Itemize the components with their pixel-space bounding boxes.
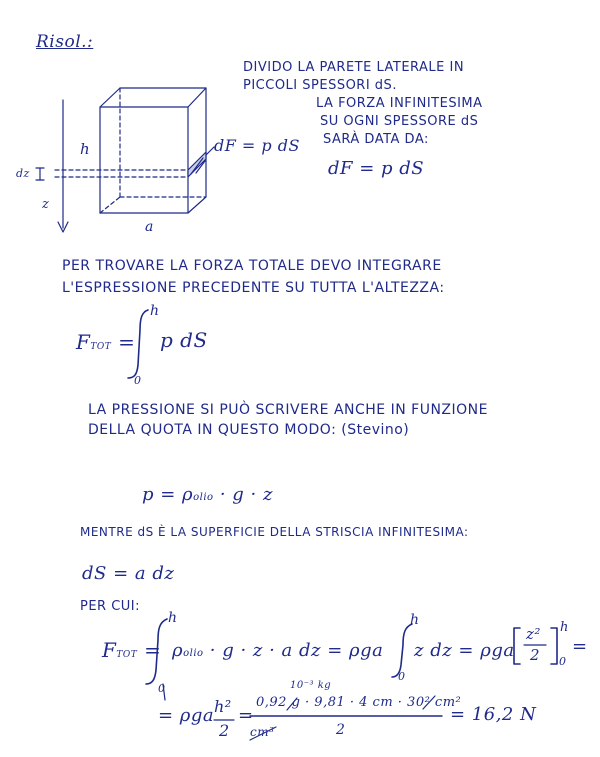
result-numerator: 0,92 g · 9,81 · 4 cm · 30² cm² bbox=[256, 695, 462, 710]
paragraph-3: MENTRE dS È LA SUPERFICIE DELLA STRISCIA INFINITESIMA: bbox=[80, 525, 469, 539]
notes-line-3: LA FORZA INFINITESIMA bbox=[316, 96, 483, 111]
result-denominator-right: 2 bbox=[336, 722, 346, 738]
integral-2-part-2: z dz = ρga bbox=[414, 640, 515, 661]
paragraph-1-line-1: PER TROVARE LA FORZA TOTALE DEVO INTEGRARE bbox=[62, 258, 442, 274]
integral-1-lower: 0 bbox=[134, 374, 142, 387]
integral-2-lower: 0 bbox=[158, 682, 166, 695]
notes-line-5: SARÀ DATA DA: bbox=[323, 132, 429, 147]
figure-label-h: h bbox=[80, 140, 91, 158]
result-unit-note: 10⁻³ kg bbox=[290, 680, 332, 691]
notes-formula: dF = p dS bbox=[328, 158, 425, 179]
result-fraction-denominator: 2 bbox=[219, 721, 230, 740]
heading: Risol.: bbox=[36, 32, 94, 52]
integral-1-integrand: p dS bbox=[160, 328, 208, 352]
result-fraction-numerator: h² bbox=[214, 697, 232, 716]
stevino-formula: p = ρolio · g · z bbox=[142, 484, 273, 505]
result-prefix: = ρga bbox=[158, 705, 215, 726]
integral-1-lhs: FTOT = bbox=[76, 330, 136, 354]
bracket-lower: 0 bbox=[559, 655, 567, 668]
bracket-numerator: z² bbox=[526, 625, 541, 643]
integral-2-upper-2: h bbox=[410, 612, 420, 628]
integral-2-part-1: ρolio · g · z · a dz = ρga bbox=[172, 640, 384, 661]
notes-line-2: PICCOLI SPESSORI dS. bbox=[243, 78, 397, 93]
paragraph-2-line-2: DELLA QUOTA IN QUESTO MODO: (Stevino) bbox=[88, 422, 410, 438]
figure-label-z: z bbox=[42, 197, 50, 212]
bracket-upper: h bbox=[560, 620, 569, 635]
figure-label-df: dF = p dS bbox=[214, 136, 300, 155]
paragraph-2-line-1: LA PRESSIONE SI PUÒ SCRIVERE ANCHE IN FUNZIONE bbox=[88, 402, 488, 418]
integral-2-end-equals: = bbox=[572, 636, 588, 657]
result-final: = 16,2 N bbox=[450, 704, 537, 725]
ds-formula: dS = a dz bbox=[82, 563, 175, 584]
figure-label-dz: dz bbox=[16, 167, 30, 180]
integral-2-upper: h bbox=[168, 610, 178, 626]
paragraph-1-line-2: L'ESPRESSIONE PRECEDENTE SU TUTTA L'ALTEZZA: bbox=[62, 280, 445, 296]
notes-line-4: SU OGNI SPESSORE dS bbox=[320, 114, 479, 129]
integral-2-lhs: FTOT = bbox=[102, 638, 162, 662]
bracket-denominator: 2 bbox=[530, 646, 541, 664]
notes-line-1: DIVIDO LA PARETE LATERALE IN bbox=[243, 60, 465, 75]
integral-1-upper: h bbox=[150, 303, 160, 319]
integral-2-lower-2: 0 bbox=[398, 670, 406, 683]
figure-label-a: a bbox=[145, 219, 154, 235]
result-denominator-left: cm³ bbox=[250, 725, 275, 739]
per-cui: PER CUI: bbox=[80, 599, 141, 614]
result-equals: = bbox=[238, 705, 254, 726]
